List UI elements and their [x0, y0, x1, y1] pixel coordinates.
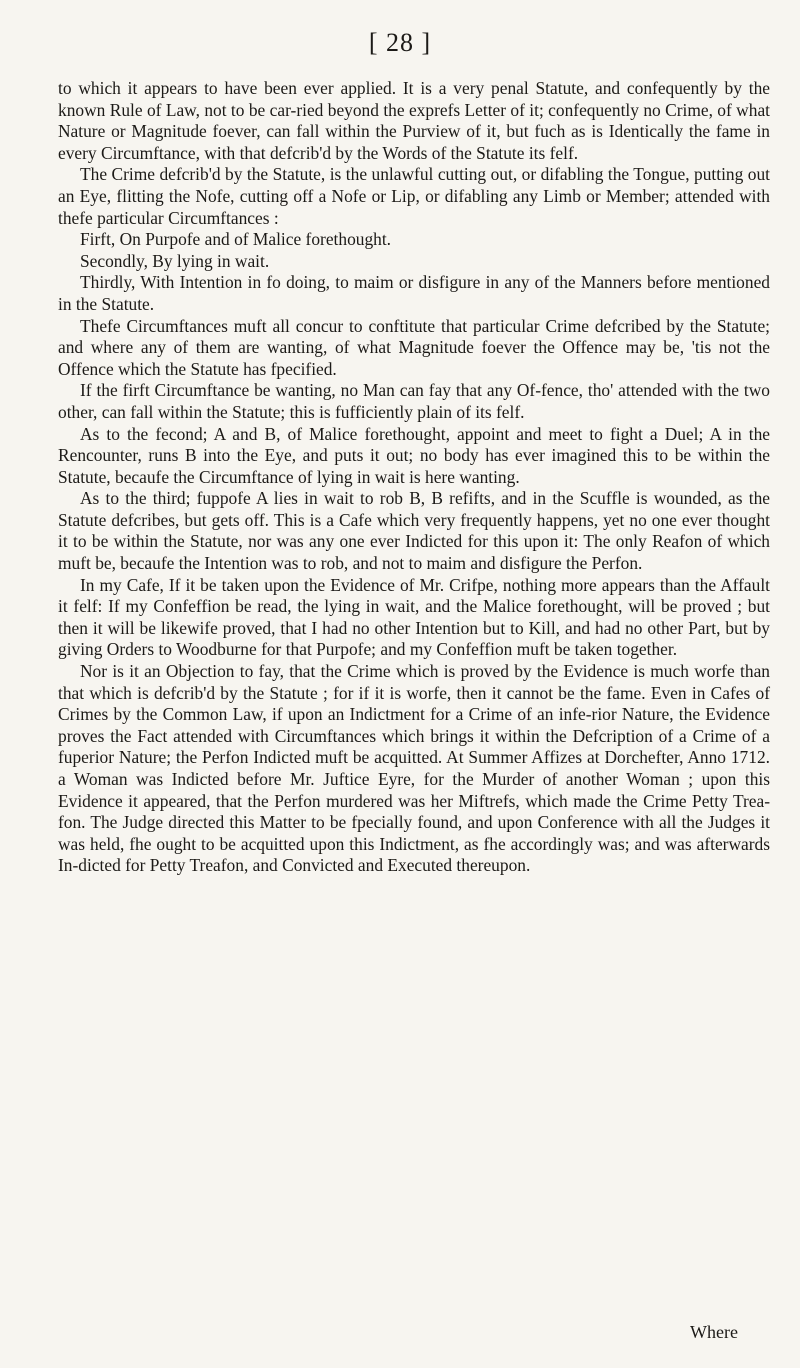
catchword: Where [690, 1322, 738, 1342]
paragraph-3: Thefe Circumftances muft all concur to conftitute that particular Crime defcribed by the Statute; and where any of them are wanting, of what Magnitude foever the Offence may be, 'tis not the Offence which the Statute has fpecified. [58, 315, 770, 379]
paragraph-8: Nor is it an Objection to fay, that the Crime which is proved by the Evidence is much worfe than that which is defcrib'd by the Statute ; for if it is worfe, then it cannot be the fame. Even in Cafes of Crimes by the Common Law, if upon an Indictment for a Crime of an infe-rior Nature, the Evidence proves the Fact attended with Circumftances which brings it within the Defcription of a Crime of a fuperior Nature; the Perfon Indicted muft be acquitted. At Summer Affizes at Dorchefter, Anno 1712. a Woman was Indicted before Mr. Juftice Eyre, for the Murder of another Woman ; upon this Evidence it appeared, that the Perfon murdered was her Miftrefs, which made the Crime Petty Trea-fon. The Judge directed this Matter to be fpecially found, and upon Conference with all the Judges it was held, fhe ought to be acquitted upon this Indictment, as fhe accordingly was; and was afterwards In-dicted for Petty Treafon, and Convicted and Executed thereupon. [58, 661, 770, 876]
paragraph-4: If the firft Circumftance be wanting, no Man can fay that any Of-fence, tho' attended with the two other, can fall within the Statute; this is fufficiently plain of its felf. [58, 380, 770, 422]
paragraph-1: to which it appears to have been ever applied. It is a very penal Statute, and confequently by the known Rule of Law, not to be car-ried beyond the exprefs Letter of it; confequently no Crime, of what Nature or Magnitude foever, can fall within the Purview of it, but fuch as is Identically the fame in every Circumftance, with that defcrib'd by the Words of the Statute its felf. [58, 78, 770, 163]
paragraph-2: The Crime defcrib'd by the Statute, is the unlawful cutting out, or difabling the Tongue, putting out an Eye, flitting the Nofe, cutting off a Nofe or Lip, or difabling any Limb or Member; attended with thefe particular Circumftances : [58, 164, 770, 228]
body-text [58, 78, 770, 877]
page-number-header: [ 28 ] [368, 28, 432, 57]
list-item-third: Thirdly, With Intention in fo doing, to maim or disfigure in any of the Manners before mentioned in the Statute. [58, 272, 770, 314]
paragraph-5: As to the fecond; A and B, of Malice forethought, appoint and meet to fight a Duel; A in the Rencounter, runs B into the Eye, and puts it out; no body has ever imagined this to be within the Statute, becaufe the Circumftance of lying in wait is here wanting. [58, 423, 770, 487]
list-item-second: Secondly, By lying in wait. [80, 250, 270, 271]
paragraph-7: In my Cafe, If it be taken upon the Evidence of Mr. Crifpe, nothing more appears than the Affault it felf: If my Confeffion be read, the lying in wait, and the Malice forethought, will be proved ; but then it will be likewife proved, that I had no other Intention but to Kill, and had no other Part, but by giving Orders to Woodburne for that Purpofe; and my Confeffion muft be taken together. [58, 574, 770, 660]
paragraph-6: As to the third; fuppofe A lies in wait to rob B, B refifts, and in the Scuffle is wounded, as the Statute defcribes, but gets off. This is a Cafe which very frequently happens, yet no one ever thought it to be within the Statute, nor was any one ever Indicted for this upon it: The only Reafon of which muft be, becaufe the Intention was to rob, and not to maim and disfigure the Perfon. [58, 488, 770, 574]
list-item-first: Firft, On Purpofe and of Malice forethought. [80, 229, 392, 250]
